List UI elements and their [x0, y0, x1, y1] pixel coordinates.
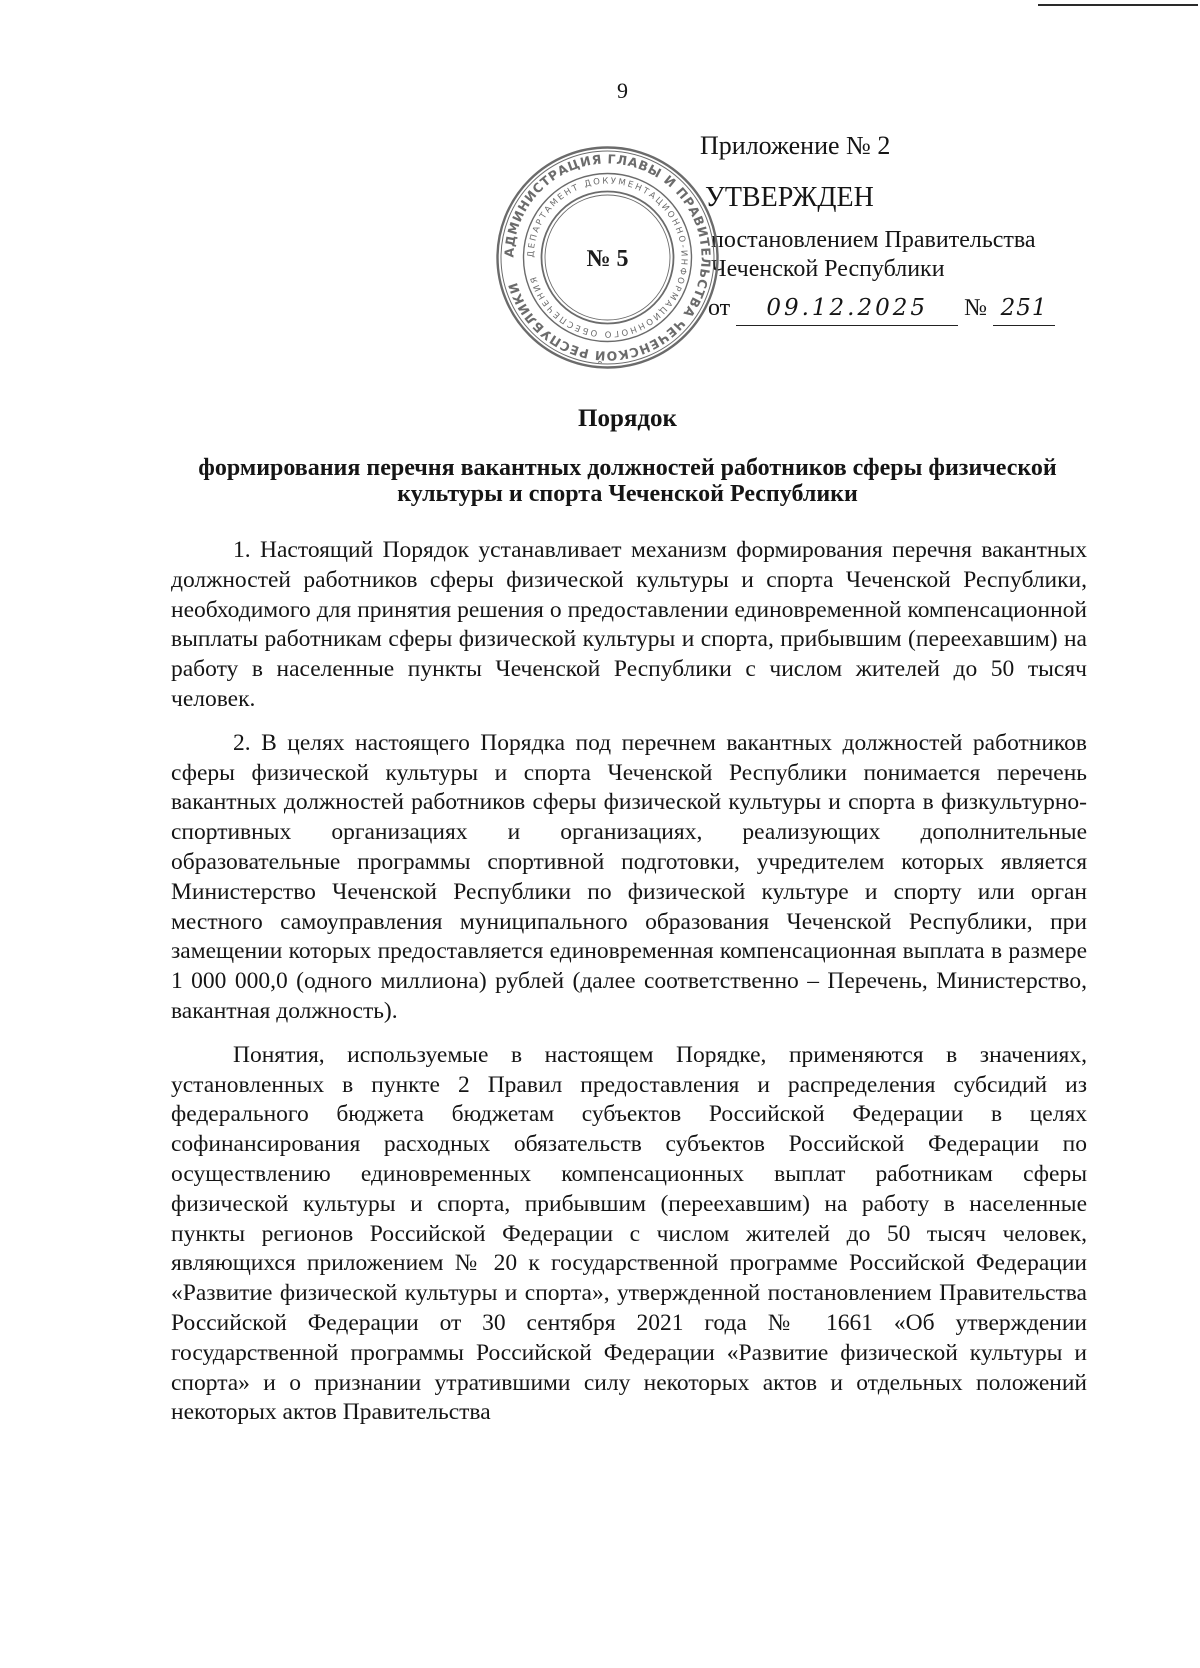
title-subheading: формирования перечня вакантных должностей работников сферы физической культуры и спорта Чеченской Республики: [198, 455, 1057, 507]
appendix-label: Приложение № 2: [700, 131, 891, 160]
seal-outer-ring-text: АДМИНИСТРАЦИЯ ГЛАВЫ И ПРАВИТЕЛЬСТВА ЧЕЧЕНСКОЙ РЕСПУБЛИКИ: [501, 151, 714, 364]
handwritten-date: 09.12.2025: [736, 291, 958, 326]
title-heading: Порядок: [578, 405, 677, 432]
approval-block: [700, 128, 1170, 326]
handwritten-number: 251: [993, 291, 1055, 326]
document-title: [160, 403, 1095, 507]
paragraph-2: 2. В целях настоящего Порядка под перечнем вакантных должностей работников сферы физической культуры и спорта Чеченской Республики понимается перечень вакантных должностей работников сферы физической культуры и спорта в физкультурно-спортивных организациях и организациях, реализующих дополнительные образовательные программы спортивной подготовки, учредителем которых является Министерство Чеченской Республики по физической культуре и спорту или орган местного самоуправления муниципального образования Чеченской Республики, при замещении которых предоставляется единовременная компенсационная выплата в размере 1 000 000,0 (одного миллиона) рублей (далее соответственно – Перечень, Министерство, вакантная должность).: [171, 729, 1087, 1024]
seal-inner-ring-text: ДЕПАРТАМЕНТ ДОКУМЕНТАЦИОННО-ИНФОРМАЦИОННОГО ОБЕСПЕЧЕНИЯ: [526, 176, 689, 339]
approved-by-line-1: постановлением Правительства: [711, 227, 1036, 253]
approved-label: УТВЕРЖДЕН: [705, 182, 874, 213]
paragraph-3: Понятия, используемые в настоящем Порядке, применяются в значениях, установленных в пункте 2 Правил предоставления и распределения субсидий из федерального бюджета бюджетам субъектов Российской Федерации в целях софинансирования расходных обязательств субъектов Российской Федерации по осуществлению единовременных компенсационных выплат работникам сферы физической культуры и спорта, прибывшим (переехавшим) на работу в населенные пункты регионов Российской Федерации с числом жителей до 50 тысяч человек, являющихся приложением № 20 к государственной программе Российской Федерации «Развитие физической культуры и спорта», утвержденной постановлением Правительства Российской Федерации от 30 сентября 2021 года № 1661 «Об утверждении государственной программы Российской Федерации «Развитие физической культуры и спорта» и о признании утратившими силу некоторых актов и отдельных положений некоторых актов Правительства: [171, 1041, 1087, 1426]
seal-center-number: № 5: [586, 246, 629, 272]
approved-by-line-2: Чеченской Республики: [711, 256, 945, 282]
document-body: [171, 536, 1087, 1428]
date-prefix: от: [708, 295, 731, 321]
number-sign: №: [964, 295, 988, 321]
paragraph-1: 1. Настоящий Порядок устанавливает механизм формирования перечня вакантных должностей работников сферы физической культуры и спорта Чеченской Республики, необходимого для принятия решения о предоставлении единовременной компенсационной выплаты работникам сферы физической культуры и спорта, прибывшим (переехавшим) на работу в населенные пункты Чеченской Республики с числом жителей до 50 тысяч человек.: [171, 537, 1087, 712]
official-seal-stamp: [495, 145, 720, 370]
page-number: 9: [617, 78, 628, 103]
top-edge-line: [1038, 4, 1198, 6]
decree-date-number-line: [700, 290, 1170, 326]
